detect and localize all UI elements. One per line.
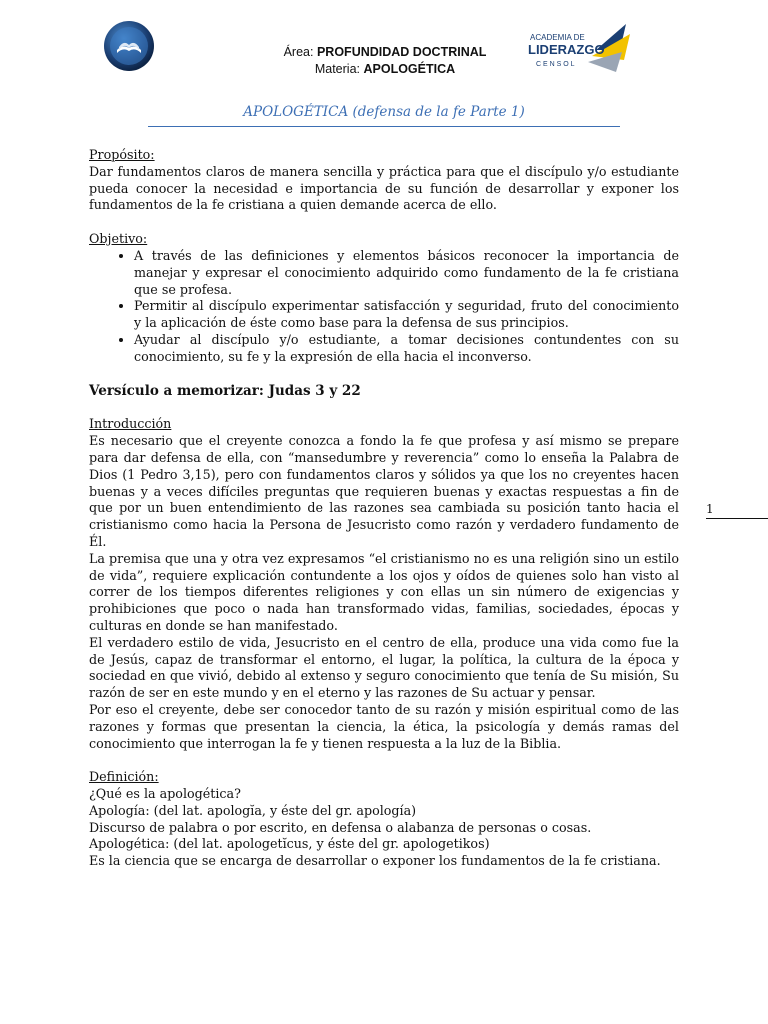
materia-label: Materia:: [314, 62, 360, 76]
academia-liderazgo-logo: [526, 20, 632, 78]
definicion-line: Apologética: (del lat. apologetĭcus, y éste del gr. apologetikos): [89, 836, 490, 852]
document-body: [89, 147, 679, 870]
materia-line: [230, 61, 540, 78]
introduccion-paragraph: El verdadero estilo de vida, Jesucristo en el centro de ella, produce una vida como fue la de Jesús, capaz de transformar el entorno, el lugar, la política, la cultura de la época y sociedad en que vivió, debido al extenso y seguro conocimiento que tenía de Su misión, Su razón de ser en este mundo y en el eterno y las razones de Su actuar y pensar.: [89, 634, 679, 701]
document-title: APOLOGÉTICA (defensa de la fe Parte 1): [243, 104, 525, 120]
versiculo-memorizar: Versículo a memorizar: Judas 3 y 22: [89, 382, 361, 399]
title-divider: [148, 126, 620, 127]
introduccion-paragraph: La premisa que una y otra vez expresamos “el cristianismo no es una religión sino un estilo de vida”, requiere explicación contundente a los ojos y oídos de quienes solo han visto al correr de los tiempos diferentes religiones y con ellas un sin número de exigencias y prohibiciones que poco o nada han transformado vidas, familias, sociedades, épocas y culturas en donde se han manifestado.: [89, 550, 679, 633]
area-line: [230, 44, 540, 61]
logo-text-bottom: C E N S O L: [536, 61, 575, 68]
page-number: 1: [706, 502, 714, 516]
introduccion-paragraph: Por eso el creyente, debe ser conocedor tanto de su razón y misión espiritual como de las razones y formas que presentan la ciencia, la ética, la psicología y demás ramas del conocimiento que interrogan la fe y tienen respuesta a la luz de la Biblia.: [89, 701, 679, 751]
logo-text-main: LIDERAZGO: [528, 42, 605, 57]
objetivo-item: • Ayudar al discípulo y/o estudiante, a tomar decisiones contundentes con su conocimiento, su fe y la expresión de ella hacia el inconverso.: [134, 332, 679, 366]
definicion-heading: Definición:: [89, 769, 159, 785]
proposito-heading: Propósito:: [89, 147, 155, 162]
definicion-line: Apología: (del lat. apologĭa, y éste del gr. apología): [89, 802, 417, 818]
page-number-rule: [706, 518, 768, 519]
logo-text-top: ACADEMIA DE: [530, 33, 585, 42]
definicion-line: Es la ciencia que se encarga de desarrollar o exponer los fundamentos de la fe cristiana.: [89, 853, 661, 869]
definicion-line: Discurso de palabra o por escrito, en defensa o alabanza de personas o cosas.: [89, 819, 592, 835]
objetivo-heading: Objetivo:: [89, 231, 148, 247]
introduccion-paragraph: Es necesario que el creyente conozca a fondo la fe que profesa y así mismo se prepare para dar defensa de ella, con “mansedumbre y reverencia” como lo enseña la Palabra de Dios (1 Pedro 3,15), pero con fundamentos claros y sólidos ya que los no creyentes hacen buenas y a veces difíciles preguntas que requieren buenas y exactas respuestas a fin de que por un buen entendimiento de las razones sea cambiada su posición tanto hacia el cristianismo como hacia la Persona de Jesucristo como razón y verdadero fundamento de Él.: [89, 433, 679, 549]
document-header: [230, 44, 540, 78]
definicion-line: ¿Qué es la apologética?: [89, 786, 241, 802]
proposito-text: Dar fundamentos claros de manera sencilla y práctica para que el discípulo y/o estudiante pueda conocer la necesidad e importancia de su función de desarrollar y exponer los fundamentos de la fe cristiana a quien demande acerca de ello.: [89, 163, 679, 213]
introduccion-heading: Introducción: [89, 416, 172, 432]
area-value: PROFUNDIDAD DOCTRINAL: [316, 45, 487, 59]
area-label: Área:: [283, 45, 314, 59]
materia-value: APOLOGÉTICA: [363, 62, 456, 76]
bible-globe-logo: [103, 20, 155, 72]
objetivo-list: [89, 248, 679, 366]
objetivo-item: • A través de las definiciones y elementos básicos reconocer la importancia de manejar y expresar el conocimiento adquirido como fundamento de la fe cristiana que se profesa.: [134, 248, 679, 298]
objetivo-item: • Permitir al discípulo experimentar satisfacción y seguridad, fruto del conocimiento y la aplicación de éste como base para la defensa de sus principios.: [134, 298, 679, 332]
